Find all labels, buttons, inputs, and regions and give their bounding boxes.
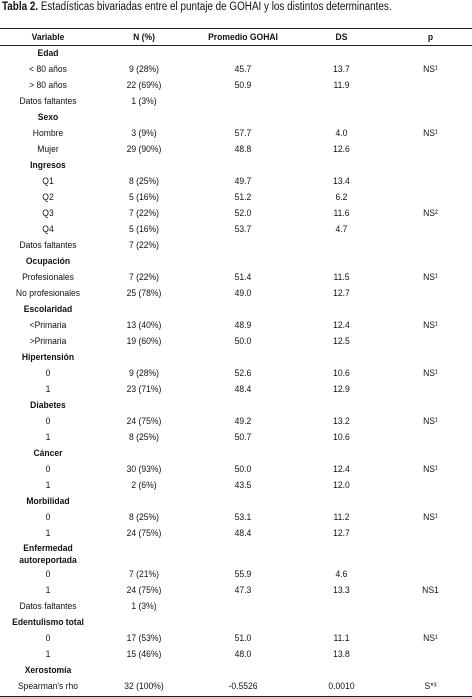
table-row [0, 478, 472, 494]
n-cell: 7 (22%) [129, 272, 159, 283]
column-header: p [427, 32, 434, 43]
table-row [0, 222, 472, 238]
ds-cell: 4.0 [335, 128, 348, 139]
prom-cell: 53.7 [234, 224, 252, 235]
ds-cell: 12.6 [333, 144, 350, 155]
column-header: Variable [31, 32, 65, 43]
n-cell: 22 (69%) [126, 80, 162, 91]
n-cell: 1 (3%) [131, 96, 157, 107]
group-header-row [0, 542, 472, 567]
group-header-row [0, 46, 472, 62]
table-row [0, 583, 472, 599]
table-row [0, 318, 472, 334]
ds-cell: 0.0010 [328, 681, 355, 692]
table-row [0, 679, 472, 695]
ds-cell: 11.2 [333, 512, 350, 523]
n-cell: 8 (25%) [129, 176, 159, 187]
variable-cell: Q3 [42, 208, 54, 219]
ds-cell: 12.0 [333, 480, 350, 491]
table-row [0, 382, 472, 398]
ds-cell: 13.7 [333, 64, 350, 75]
p-cell: NS¹ [423, 416, 438, 427]
n-cell: 9 (28%) [129, 368, 159, 379]
prom-cell: 51.2 [234, 192, 252, 203]
variable-cell: Morbilidad [26, 496, 70, 507]
column-header: DS [335, 32, 348, 43]
prom-cell: 53.1 [234, 512, 252, 523]
n-cell: 17 (53%) [126, 633, 162, 644]
prom-cell: -0.5526 [228, 681, 258, 692]
variable-cell: Edad [37, 48, 59, 59]
table-caption [2, 1, 392, 13]
n-cell: 24 (75%) [126, 528, 162, 539]
p-cell: S*³ [424, 681, 437, 692]
prom-cell: 45.7 [234, 64, 252, 75]
prom-cell: 48.8 [234, 144, 252, 155]
group-header-row [0, 615, 472, 631]
n-cell: 5 (16%) [129, 192, 159, 203]
p-cell: NS¹ [423, 320, 438, 331]
p-cell: NS¹ [423, 128, 438, 139]
prom-cell: 50.9 [234, 80, 252, 91]
n-cell: 8 (25%) [129, 432, 159, 443]
ds-cell: 12.4 [333, 464, 350, 475]
table-row [0, 334, 472, 350]
prom-cell: 52.0 [234, 208, 252, 219]
table-row [0, 94, 472, 110]
ds-cell: 11.9 [333, 80, 350, 91]
n-cell: 9 (28%) [129, 64, 159, 75]
group-header-row [0, 350, 472, 366]
variable-cell: Escolaridad [23, 304, 73, 315]
prom-cell: 48.4 [234, 528, 252, 539]
variable-cell: No profesionales [15, 288, 81, 299]
p-cell: NS¹ [423, 464, 438, 475]
ds-cell: 12.7 [333, 288, 350, 299]
p-cell: NS² [423, 208, 438, 219]
variable-cell: Xerostomía [24, 665, 72, 676]
p-cell: NS¹ [423, 512, 438, 523]
variable-cell: 0 [45, 633, 51, 644]
variable-cell: 1 [45, 528, 51, 539]
variable-cell: Edentulismo total [12, 617, 84, 628]
group-header-row [0, 254, 472, 270]
ds-cell: 12.5 [333, 336, 350, 347]
prom-cell: 51.0 [234, 633, 252, 644]
ds-cell: 11.1 [333, 633, 350, 644]
table-row [0, 126, 472, 142]
variable-cell: Ingresos [30, 160, 66, 171]
ds-cell: 12.7 [333, 528, 350, 539]
prom-cell: 48.0 [234, 649, 252, 660]
table-top-rule [0, 28, 472, 29]
variable-cell: 0 [45, 512, 51, 523]
group-header-row [0, 158, 472, 174]
group-header-row [0, 446, 472, 462]
n-cell: 7 (21%) [129, 569, 159, 580]
ds-cell: 11.5 [333, 272, 350, 283]
n-cell: 1 (3%) [131, 601, 157, 612]
variable-cell: > 80 años [29, 80, 67, 91]
n-cell: 30 (93%) [126, 464, 162, 475]
prom-cell: 49.0 [234, 288, 252, 299]
prom-cell: 49.2 [234, 416, 252, 427]
table-row [0, 142, 472, 158]
ds-cell: 11.6 [333, 208, 350, 219]
ds-cell: 4.7 [335, 224, 348, 235]
variable-cell: Sexo [37, 112, 59, 123]
variable-cell: Ocupación [25, 256, 71, 267]
table-row [0, 647, 472, 663]
n-cell: 32 (100%) [124, 681, 164, 692]
variable-cell: 1 [45, 585, 51, 596]
table-row [0, 599, 472, 615]
ds-cell: 13.3 [333, 585, 350, 596]
variable-line: autoreportada [19, 555, 77, 566]
prom-cell: 43.5 [234, 480, 252, 491]
ds-cell: 4.6 [335, 569, 348, 580]
table-row [0, 270, 472, 286]
n-cell: 2 (6%) [131, 480, 157, 491]
n-cell: 24 (75%) [126, 585, 162, 596]
variable-cell: Profesionales [22, 272, 74, 283]
variable-cell: 1 [45, 649, 51, 660]
variable-cell: Cáncer [33, 448, 63, 459]
variable-cell: 1 [45, 432, 51, 443]
ds-cell: 12.9 [333, 384, 350, 395]
n-cell: 5 (16%) [129, 224, 159, 235]
variable-cell: 0 [45, 569, 51, 580]
n-cell: 23 (71%) [126, 384, 162, 395]
p-cell: NS¹ [423, 633, 438, 644]
p-cell: NS¹ [423, 272, 438, 283]
ds-cell: 13.4 [333, 176, 350, 187]
variable-cell: Hombre [32, 128, 64, 139]
n-cell: 7 (22%) [129, 240, 159, 251]
variable-cell: Spearman's rho [17, 681, 79, 692]
variable-cell: 1 [45, 480, 51, 491]
n-cell: 15 (46%) [126, 649, 162, 660]
group-header-row [0, 302, 472, 318]
variable-cell: Datos faltantes [19, 240, 77, 251]
ds-cell: 13.8 [333, 649, 350, 660]
variable-cell: Hipertensión [21, 352, 75, 363]
prom-cell: 57.7 [234, 128, 252, 139]
variable-cell: Q2 [42, 192, 54, 203]
ds-cell: 10.6 [333, 368, 350, 379]
group-header-row [0, 398, 472, 414]
prom-cell: 50.0 [234, 464, 252, 475]
group-header-row [0, 110, 472, 126]
ds-cell: 6.2 [335, 192, 348, 203]
table-row [0, 510, 472, 526]
variable-cell: Q4 [42, 224, 54, 235]
p-cell: NS¹ [423, 368, 438, 379]
prom-cell: 55.9 [234, 569, 252, 580]
table-row [0, 238, 472, 254]
prom-cell: 48.9 [234, 320, 252, 331]
p-cell: NS1 [422, 585, 439, 596]
table-row [0, 286, 472, 302]
variable-cell: Datos faltantes [19, 96, 77, 107]
variable-cell [5, 543, 91, 567]
n-cell: 29 (90%) [126, 144, 162, 155]
ds-cell: 12.4 [333, 320, 350, 331]
group-header-row [0, 663, 472, 679]
table-row [0, 62, 472, 78]
prom-cell: 50.0 [234, 336, 252, 347]
n-cell: 24 (75%) [126, 416, 162, 427]
variable-cell: >Primaria [29, 336, 67, 347]
ds-cell: 13.2 [333, 416, 350, 427]
table-row [0, 430, 472, 446]
prom-cell: 48.4 [234, 384, 252, 395]
n-cell: 13 (40%) [126, 320, 162, 331]
n-cell: 3 (9%) [131, 128, 157, 139]
n-cell: 8 (25%) [129, 512, 159, 523]
variable-cell: Datos faltantes [19, 601, 77, 612]
variable-cell: 0 [45, 464, 51, 475]
prom-cell: 50.7 [234, 432, 252, 443]
prom-cell: 49.7 [234, 176, 252, 187]
table-row [0, 414, 472, 430]
group-header-row [0, 494, 472, 510]
n-cell: 25 (78%) [126, 288, 162, 299]
variable-cell: 1 [45, 384, 51, 395]
variable-cell: < 80 años [29, 64, 67, 75]
variable-cell: 0 [45, 368, 51, 379]
table-row [0, 462, 472, 478]
prom-cell: 47.3 [234, 585, 252, 596]
p-cell: NS¹ [423, 64, 438, 75]
table-row [0, 78, 472, 94]
ds-cell: 10.6 [333, 432, 350, 443]
variable-cell: Mujer [37, 144, 59, 155]
table-row [0, 206, 472, 222]
table-row [0, 190, 472, 206]
variable-cell: Diabetes [30, 400, 66, 411]
table-row [0, 631, 472, 647]
table-row [0, 366, 472, 382]
prom-cell: 51.4 [234, 272, 252, 283]
table-header-row [0, 30, 472, 46]
variable-cell: <Primaria [29, 320, 67, 331]
prom-cell: 52.6 [234, 368, 252, 379]
column-header: Promedio GOHAI [208, 32, 278, 43]
table-caption-text: Estadísticas bivariadas entre el puntaje de GOHAI y los distintos determinantes. [38, 1, 392, 13]
n-cell: 7 (22%) [129, 208, 159, 219]
table-row [0, 526, 472, 542]
table-caption-label: Tabla 2. [2, 1, 39, 13]
column-header: N (%) [133, 32, 155, 43]
variable-cell: 0 [45, 416, 51, 427]
variable-line: Enfermedad [23, 543, 73, 554]
n-cell: 19 (60%) [126, 336, 162, 347]
variable-cell: Q1 [42, 176, 54, 187]
table-row [0, 567, 472, 583]
table-row [0, 174, 472, 190]
